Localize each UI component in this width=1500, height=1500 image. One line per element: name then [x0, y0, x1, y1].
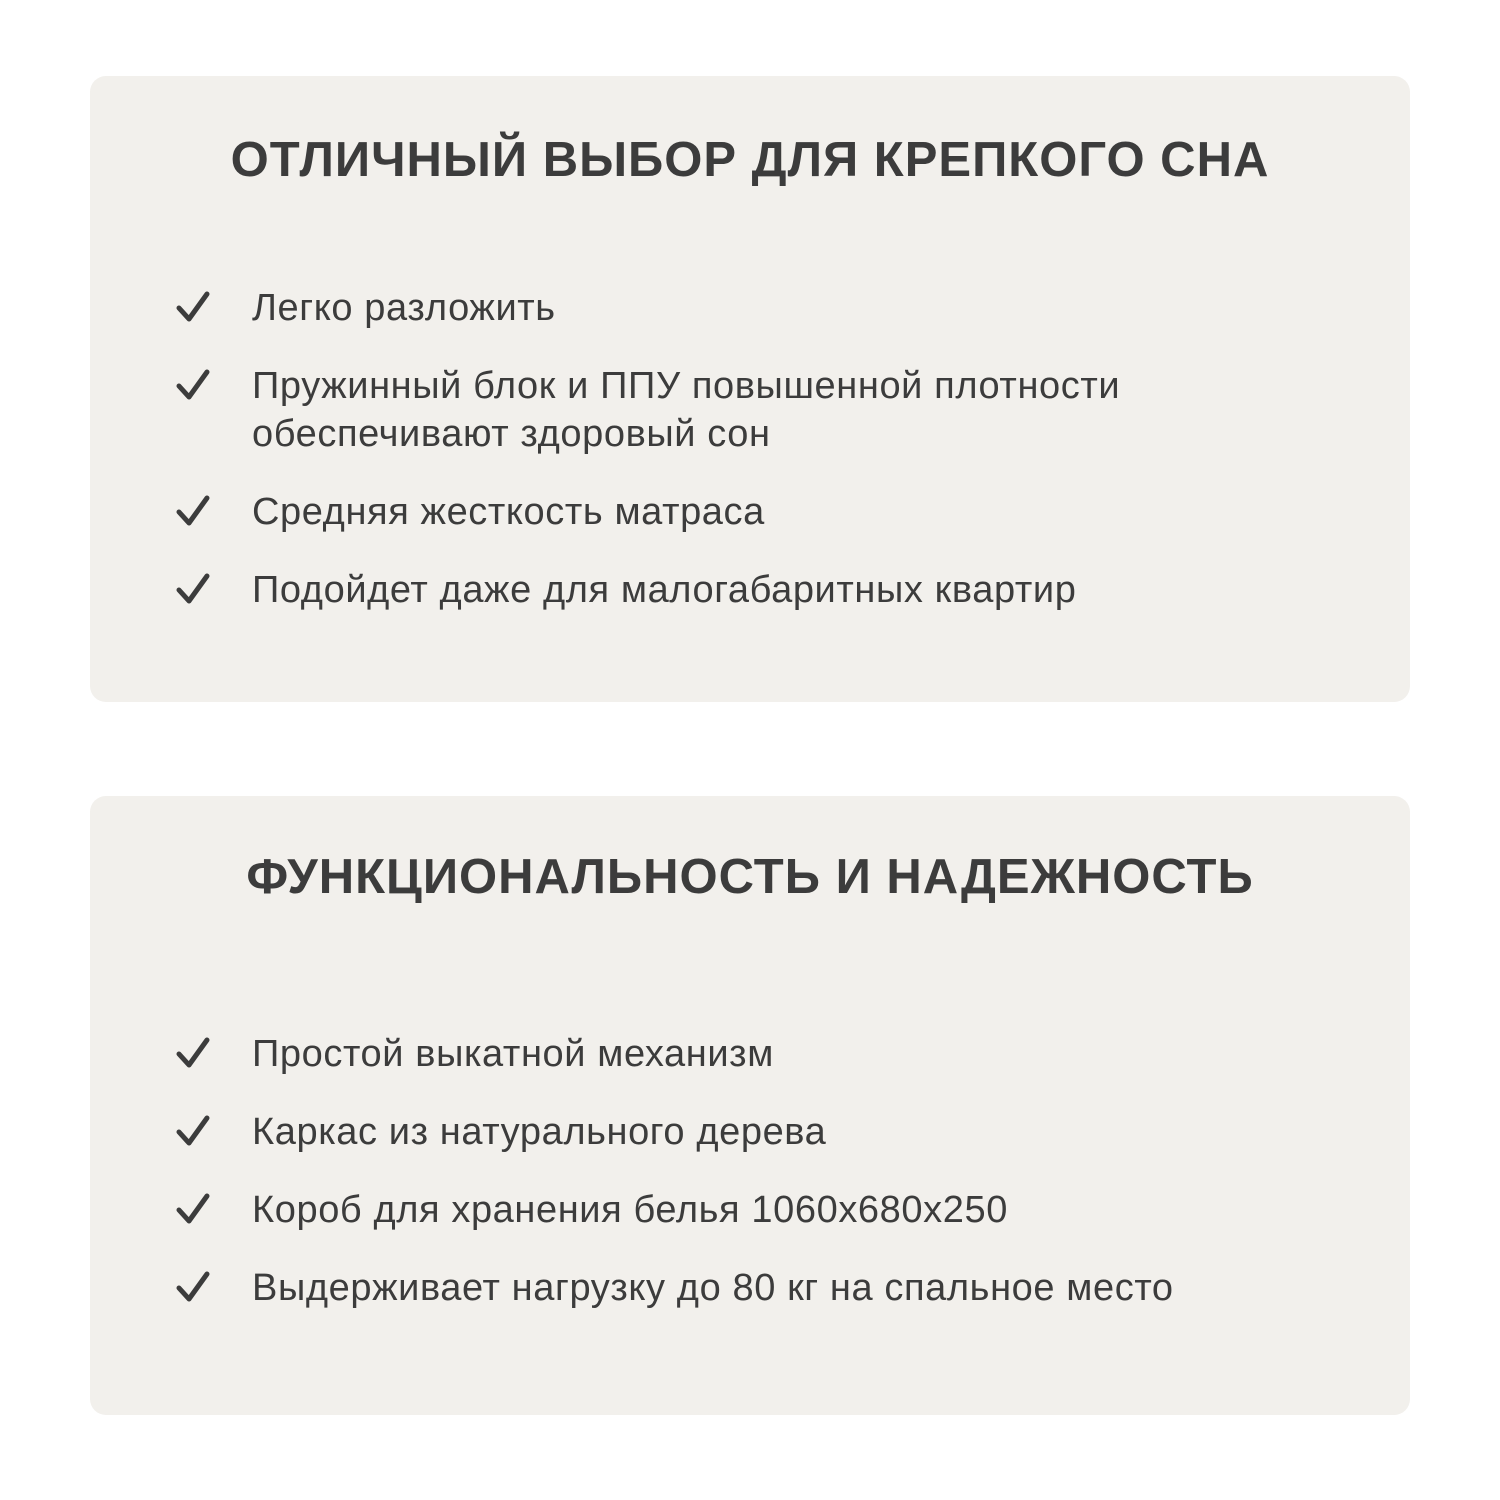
feature-list	[176, 1030, 1370, 1342]
card-title: ОТЛИЧНЫЙ ВЫБОР ДЛЯ КРЕПКОГО СНА	[230, 133, 1270, 187]
list-item	[176, 566, 1370, 614]
card-title: ФУНКЦИОНАЛЬНОСТЬ И НАДЕЖНОСТЬ	[246, 850, 1254, 904]
list-item	[176, 1264, 1370, 1312]
feature-text: Подойдет даже для малогабаритных квартир	[252, 569, 1077, 611]
feature-text: Средняя жесткость матраса	[252, 491, 765, 533]
feature-card-sleep	[90, 76, 1410, 702]
list-item	[176, 1030, 1370, 1078]
list-item	[176, 362, 1370, 458]
feature-list	[176, 284, 1370, 644]
list-item	[176, 1108, 1370, 1156]
checkmark-icon	[176, 1114, 210, 1148]
checkmark-icon	[176, 1192, 210, 1226]
feature-text: Пружинный блок и ППУ повышенной плотности обеспечивают здоровый сон	[252, 365, 1121, 455]
feature-text: Короб для хранения белья 1060х680х250	[252, 1189, 1008, 1231]
checkmark-icon	[176, 572, 210, 606]
checkmark-icon	[176, 290, 210, 324]
feature-card-reliability	[90, 796, 1410, 1415]
feature-text: Выдерживает нагрузку до 80 кг на спальное место	[252, 1267, 1174, 1309]
checkmark-icon	[176, 1036, 210, 1070]
feature-text: Простой выкатной механизм	[252, 1033, 774, 1075]
list-item	[176, 488, 1370, 536]
checkmark-icon	[176, 368, 210, 402]
list-item	[176, 284, 1370, 332]
checkmark-icon	[176, 494, 210, 528]
feature-text: Легко разложить	[252, 287, 556, 329]
list-item	[176, 1186, 1370, 1234]
checkmark-icon	[176, 1270, 210, 1304]
feature-text: Каркас из натурального дерева	[252, 1111, 827, 1153]
